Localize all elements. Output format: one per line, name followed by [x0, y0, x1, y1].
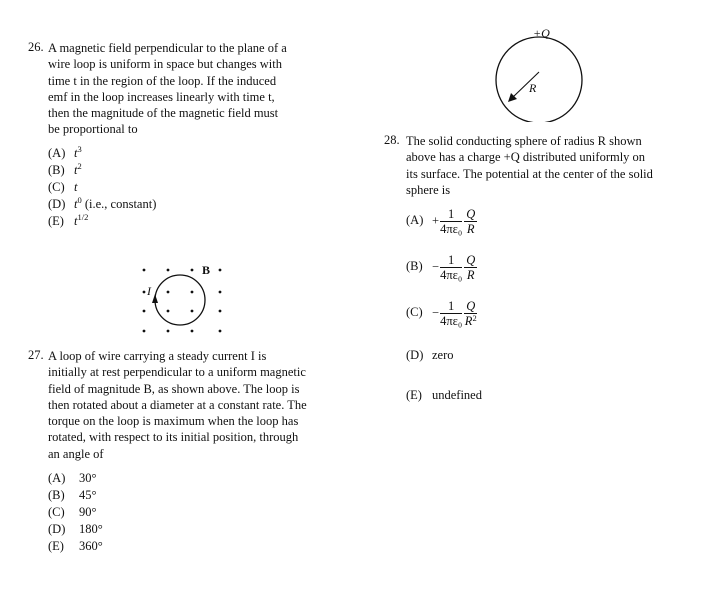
choice-label: (E): [406, 388, 422, 402]
choice-label: (C): [48, 180, 65, 194]
q26-stem-line-2: wire loop is uniform in space but changes with: [48, 57, 282, 72]
fraction-q-over-r: $\frac{Q}{R}$: [466, 253, 476, 282]
charged-sphere-figure: [488, 22, 594, 122]
choice-label: (D): [48, 197, 66, 211]
loop-in-field-figure: [130, 258, 240, 343]
q28-choice-c[interactable]: (C) − $\frac{1}{\text{4πε₀}}$ $\frac{Q}{R^2}$: [406, 299, 477, 328]
q26-choice-a[interactable]: (A) $t^3$: [48, 144, 82, 160]
choice-label: (A): [406, 213, 424, 228]
q26-number: 26.: [28, 40, 44, 54]
q27-stem-line-2: initially at rest perpendicular to a uniform magnetic: [48, 365, 306, 380]
q27-choice-c[interactable]: (C) 90°: [48, 505, 97, 519]
charge-label: +Q: [533, 26, 550, 40]
radius-label: R: [529, 81, 537, 95]
choice-label: (A): [48, 146, 66, 160]
q28-number: 28.: [384, 133, 400, 147]
q28-stem-line-1: The solid conducting sphere of radius R shown: [406, 134, 642, 148]
q27-stem-line-5: torque on the loop is maximum when the loop has: [48, 414, 299, 429]
fraction-one-over-four-pi-epsilon: $\frac{1}{\text{4πε₀}}$: [440, 299, 463, 328]
q27-stem-line-6: rotated, with respect to its initial position, through: [48, 430, 299, 445]
q26-choice-e[interactable]: (E) $t^{1/2}$: [48, 212, 89, 228]
q26-choice-b[interactable]: (B) $t^2$: [48, 161, 82, 177]
current-arrow-icon: [152, 294, 158, 303]
q27-stem-line-1: A loop of wire carrying a steady current I is: [48, 349, 267, 363]
sphere-outline: [496, 37, 582, 122]
q27-stem-line-7: an angle of: [48, 446, 104, 461]
choice-label: (B): [48, 488, 65, 502]
q27-choice-b[interactable]: (B) 45°: [48, 488, 97, 502]
q28-choice-a[interactable]: (A) + $\frac{1}{\text{4πε₀}}$ $\frac{Q}{R}$: [406, 207, 476, 236]
current-label: I: [147, 284, 151, 298]
choice-label: (B): [406, 259, 423, 274]
q26-stem-line-1: A magnetic field perpendicular to the plane of a: [48, 41, 287, 55]
choice-label: (C): [48, 505, 65, 519]
fraction-one-over-four-pi-epsilon: $\frac{1}{\text{4πε₀}}$: [440, 207, 463, 236]
q28-stem: [406, 133, 701, 198]
q26-stem-line-6: be proportional to: [48, 122, 138, 137]
q27-choice-d[interactable]: (D) 180°: [48, 522, 103, 536]
q28-choice-b[interactable]: (B) − $\frac{1}{\text{4πε₀}}$ $\frac{Q}{R}$: [406, 253, 476, 282]
choice-label: (A): [48, 471, 66, 485]
q27-stem-line-3: field of magnitude B, as shown above. The loop is: [48, 381, 300, 396]
choice-label: (C): [406, 305, 423, 320]
q27-choice-e[interactable]: (E) 360°: [48, 539, 103, 553]
choice-label: (B): [48, 163, 65, 177]
q27-number: 27.: [28, 348, 44, 362]
fraction-q-over-r-squared: $\frac{Q}{R^2}$: [464, 299, 477, 328]
fraction-q-over-r: $\frac{Q}{R}$: [466, 207, 476, 236]
q27-stem: [48, 348, 348, 462]
choice-label: (D): [406, 348, 424, 362]
q27-choice-a[interactable]: (A) 30°: [48, 471, 97, 485]
q28-stem-line-4: sphere is: [406, 182, 451, 197]
q26-stem-line-5: then the magnitude of the magnetic field must: [48, 106, 279, 121]
q28-choice-d[interactable]: (D) zero: [406, 348, 454, 362]
choice-label: (E): [48, 214, 64, 228]
q26-choice-d[interactable]: (D) $t^0$ (i.e., constant): [48, 195, 157, 211]
q26-choice-c[interactable]: (C) t: [48, 180, 78, 194]
q28-choice-e[interactable]: (E) undefined: [406, 388, 482, 402]
choice-label: (E): [48, 539, 64, 553]
q27-stem-line-4: then rotated about a diameter at a constant rate. The: [48, 397, 307, 412]
q26-stem: [48, 40, 348, 138]
fraction-one-over-four-pi-epsilon: $\frac{1}{\text{4πε₀}}$: [440, 253, 463, 282]
choice-label: (D): [48, 522, 66, 536]
q28-stem-line-2: above has a charge +Q distributed uniformly on: [406, 150, 646, 165]
field-label: B: [202, 263, 211, 277]
q26-stem-line-3: time t in the region of the loop. If the induced: [48, 73, 277, 88]
q26-stem-line-4: emf in the loop increases linearly with time t,: [48, 89, 275, 104]
q28-stem-line-3: its surface. The potential at the center of the solid: [406, 166, 653, 181]
wire-loop: [155, 275, 205, 325]
